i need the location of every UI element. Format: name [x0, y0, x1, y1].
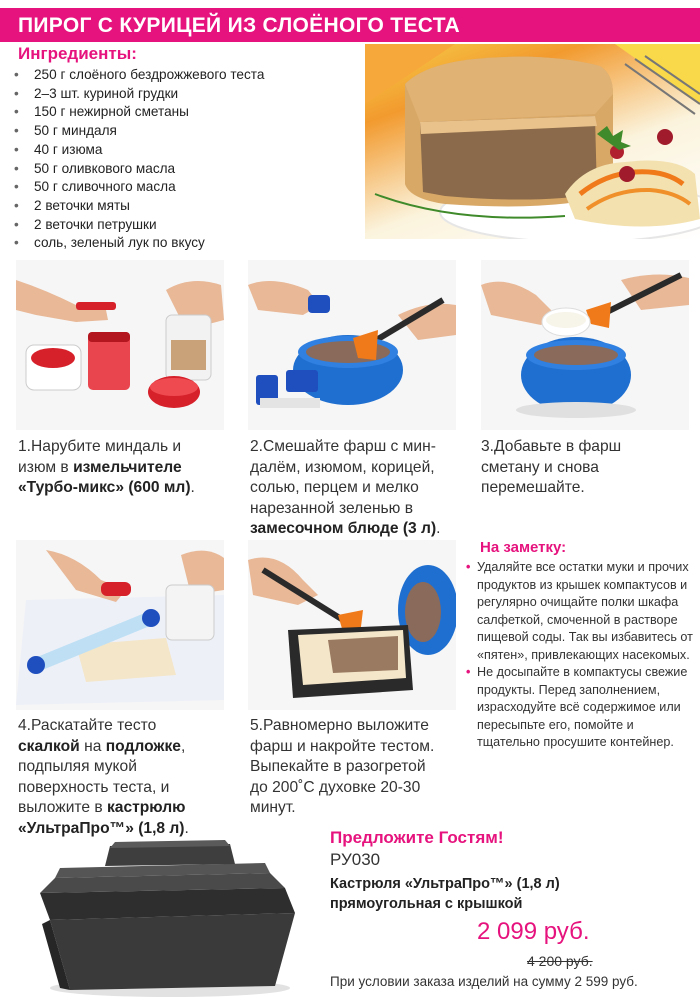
- product-name-line-1: Кастрюля «УльтраПро™» (1,8 л): [330, 876, 560, 892]
- step2-photo: [248, 260, 456, 430]
- ingredient-item: • 40 г изюма: [10, 141, 264, 160]
- step-3: [481, 437, 691, 499]
- step-2: [250, 437, 470, 540]
- step-2-text: 2.Смешайте фарш с мин- далём, изюмом, корицей, солью, перцем и мелко нарезанной зеленью в замесочном блюде (3 л).: [250, 438, 441, 537]
- step3-photo: [481, 260, 689, 430]
- step-3-text: 3.Добавьте в фарш сметану и снова перемешайте.: [481, 438, 622, 496]
- step-1: [18, 437, 238, 499]
- product-price: 2 099 руб.: [477, 918, 590, 945]
- note-item: • Удаляйте все остатки муки и прочих продуктов из крышек компактусов и регулярно очищайте полки шкафа салфеткой, смоченной в растворе пищевой соды. Так вы избавитесь от «пятен», привлекающих насекомых.: [466, 559, 698, 664]
- note-list: [466, 559, 698, 752]
- step4-photo: [16, 540, 224, 710]
- step1-photo: [16, 260, 224, 430]
- ingredient-item: • соль, зеленый лук по вкусу: [10, 234, 264, 253]
- ingredient-item: • 2 веточки мяты: [10, 197, 264, 216]
- step-5-text: 5.Равномерно выложите фарш и накройте тестом. Выпекайте в разогретой до 200˚С духовке 20-30 минут.: [250, 717, 435, 816]
- product-casserole-photo: [30, 838, 310, 998]
- page-title: ПИРОГ С КУРИЦЕЙ ИЗ СЛОЁНОГО ТЕСТА: [18, 14, 460, 37]
- ingredient-item: • 50 г миндаля: [10, 122, 264, 141]
- ingredient-item: • 2–3 шт. куриной грудки: [10, 85, 264, 104]
- offer-condition: При условии заказа изделий на сумму 2 599 руб.: [330, 974, 638, 989]
- ingredient-item: • 150 г нежирной сметаны: [10, 103, 264, 122]
- note-heading: На заметку:: [480, 539, 567, 556]
- ingredient-item: • 250 г слоёного бездрожжевого теста: [10, 66, 264, 85]
- step-4: [18, 716, 248, 839]
- title-bar: [0, 8, 700, 42]
- ingredients-list: [10, 66, 264, 253]
- product-code: РУ030: [330, 850, 381, 869]
- step-4-text: 4.Раскатайте тесто скалкой на подложке, подпыляя мукой поверхность теста, и выложите в кастрюлю «УльтраПро™» (1,8 л).: [18, 717, 189, 837]
- step5-photo: [248, 540, 456, 710]
- hero-pie-photo: [365, 44, 700, 239]
- product-name-line-2: прямоугольная с крышкой: [330, 896, 523, 912]
- ingredients-heading: Ингредиенты:: [18, 44, 137, 63]
- product-name: [330, 874, 560, 914]
- product-old-price: 4 200 руб.: [527, 953, 593, 969]
- step-1-text: 1.Нарубите миндаль и изюм в измельчителе «Турбо-микс» (600 мл).: [18, 438, 195, 496]
- offer-heading: Предложите Гостям!: [330, 828, 504, 847]
- ingredient-item: • 50 г сливочного масла: [10, 178, 264, 197]
- step-5: [250, 716, 470, 819]
- ingredient-item: • 50 г оливкового масла: [10, 160, 264, 179]
- ingredient-item: • 2 веточки петрушки: [10, 216, 264, 235]
- note-item: • Не досыпайте в компактусы свежие продукты. Перед заполнением, израсходуйте всё содержимое или пересыпьте его, помойте и тщательно просушите контейнер.: [466, 664, 698, 752]
